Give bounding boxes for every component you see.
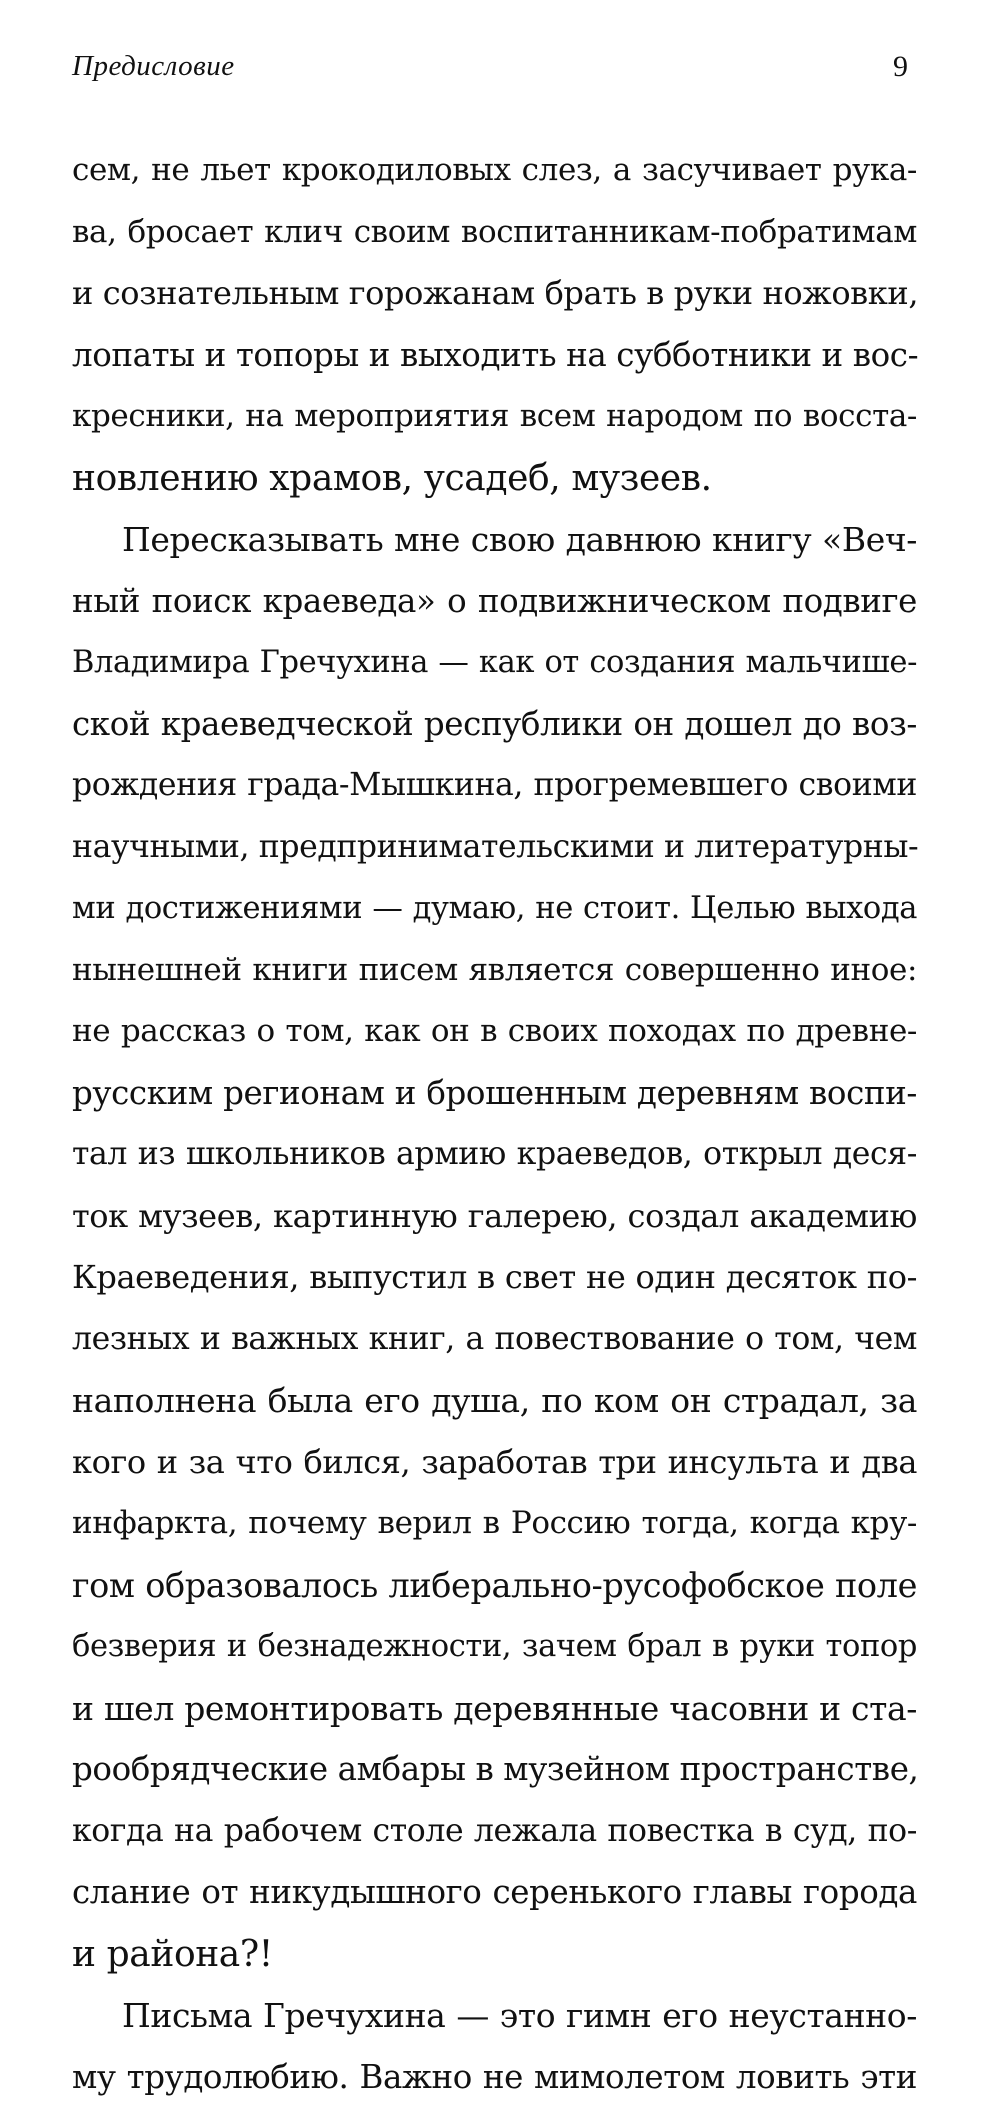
text-line: новлению храмов, усадеб, музеев. — [72, 448, 917, 510]
text-line: ми достижениями — думаю, не стоит. Целью выхода — [72, 878, 917, 940]
text-line: ный поиск краеведа» о подвижническом подвиге — [72, 571, 917, 633]
text-line: ва, бросает клич своим воспитанникам-побратимам — [72, 202, 917, 264]
text-line: Краеведения, выпустил в свет не один десяток по- — [72, 1247, 917, 1309]
text-line: слание от никудышного серенького главы города — [72, 1862, 917, 1924]
text-line: научными, предпринимательскими и литературны- — [72, 817, 917, 879]
running-title: Предисловие — [72, 50, 235, 83]
text-line: рождения града-Мышкина, прогремевшего своими — [72, 755, 917, 817]
text-line: ток музеев, картинную галерею, создал академию — [72, 1186, 917, 1248]
text-line: лопаты и топоры и выходить на субботники и вос- — [72, 325, 917, 387]
text-line: русским регионам и брошенным деревням воспи- — [72, 1063, 917, 1125]
text-line: нынешней книги писем является совершенно иное: — [72, 940, 917, 1002]
text-line: Письма Гречухина — это гимн его неустанно- — [72, 1985, 917, 2047]
paragraph — [72, 1985, 917, 2108]
text-line: и сознательным горожанам брать в руки ножовки, — [72, 263, 917, 325]
page-number: 9 — [893, 50, 908, 84]
text-line: рообрядческие амбары в музейном пространстве, — [72, 1739, 917, 1801]
text-line: сем, не льет крокодиловых слез, а засучивает рука- — [72, 140, 917, 202]
text-line: когда на рабочем столе лежала повестка в суд, по- — [72, 1801, 917, 1863]
text-line: ской краеведческой республики он дошел до воз- — [72, 694, 917, 756]
paragraph — [72, 140, 917, 509]
text-line: наполнена была его душа, по ком он страдал, за — [72, 1370, 917, 1432]
text-line: безверия и безнадежности, зачем брал в руки топор — [72, 1616, 917, 1678]
text-line: и района?! — [72, 1924, 917, 1986]
text-line: гом образовалось либерально-русофобское поле — [72, 1555, 917, 1617]
text-line: не рассказ о том, как он в своих походах по древне- — [72, 1001, 917, 1063]
text-line: Пересказывать мне свою давнюю книгу «Веч- — [72, 509, 917, 571]
text-line: му трудолюбию. Важно не мимолетом ловить эти — [72, 2047, 917, 2108]
paragraph — [72, 509, 917, 1985]
text-line: кого и за что бился, заработав три инсульта и два — [72, 1432, 917, 1494]
text-line: Владимира Гречухина — как от создания мальчише- — [72, 632, 917, 694]
text-line: лезных и важных книг, а повествование о том, чем — [72, 1309, 917, 1371]
text-line: и шел ремонтировать деревянные часовни и ста- — [72, 1678, 917, 1740]
text-line: кресники, на мероприятия всем народом по восста- — [72, 386, 917, 448]
text-line: инфаркта, почему верил в Россию тогда, когда кру- — [72, 1493, 917, 1555]
body-text — [72, 140, 917, 2108]
text-line: тал из школьников армию краеведов, открыл деся- — [72, 1124, 917, 1186]
